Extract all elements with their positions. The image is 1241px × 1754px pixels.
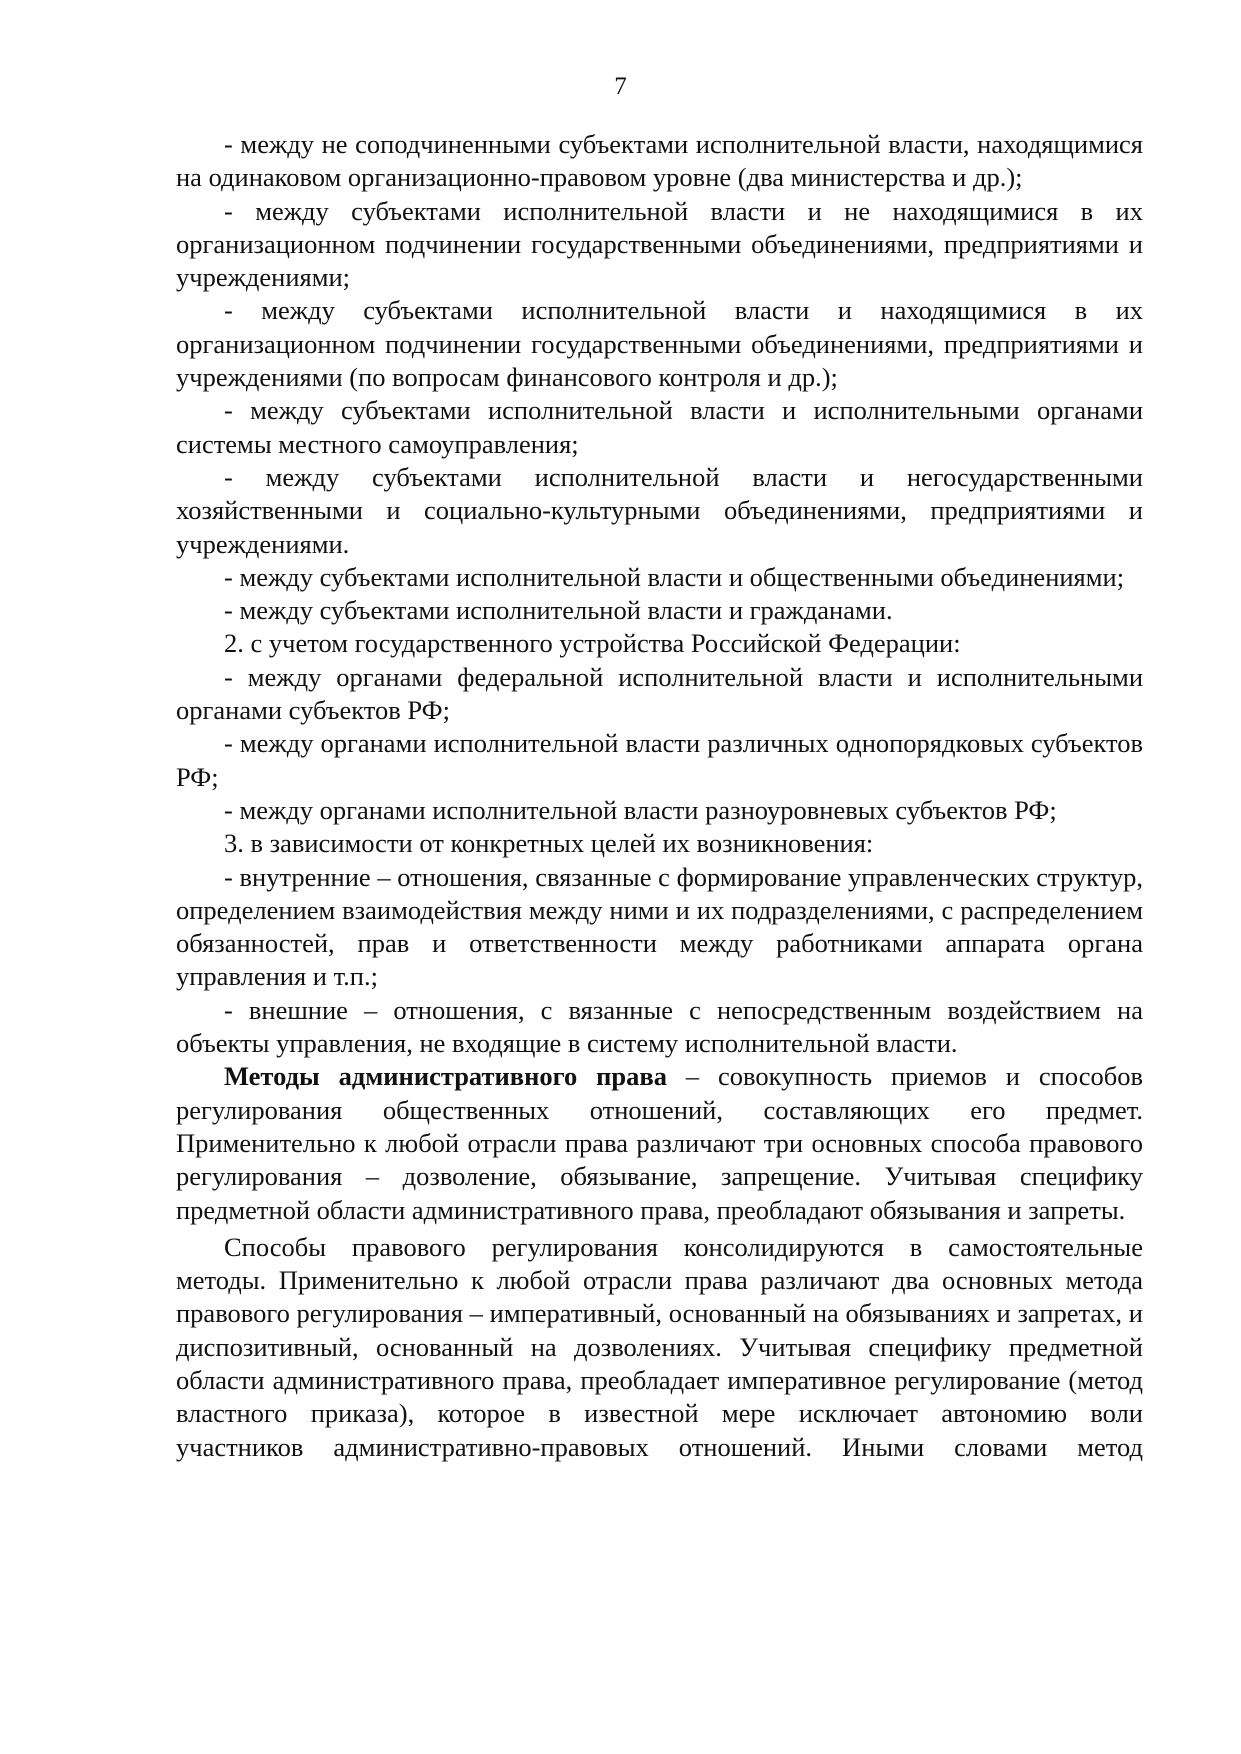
list-item: - между органами исполнительной власти разноуровневых субъектов РФ; <box>224 794 1057 825</box>
body-paragraph: Способы правового регулирования консолидируются в самостоятельные методы. Применительно к любой отрасли права различают два основных метода правового регулирования – императивный, основанный на обязываниях и запретах, и диспозитивный, основанный на дозволениях. Учитывая специфику предметной области административного права, преобладает императивное регулирование (метод властного приказа), которое в известной мере исключает автономию воли участников административно-правовых отношений. Иными словами метод <box>176 1231 1143 1462</box>
methods-definition: – совокупность приемов и способов регулирования общественных отношений, составляющих его предмет. Применительно к любой отрасли права различают три основных способа правового регулирования – дозволение, обязывание, запрещение. Учитывая специфику предметной области административного права, преобладают обязывания и запреты. <box>176 1061 1143 1225</box>
list-item: - между субъектами исполнительной власти и негосударственными хозяйственными и социально-культурными объединениями, предприятиями и учреждениями. <box>176 461 1143 559</box>
classification-heading: 3. в зависимости от конкретных целей их возникновения: <box>224 828 874 859</box>
classification-heading: 2. с учетом государственного устройства Российской Федерации: <box>224 628 961 659</box>
list-item: - между органами федеральной исполнительной власти и исполнительными органами субъектов РФ; <box>176 661 1143 726</box>
list-item: - между субъектами исполнительной власти и не находящимися в их организационном подчинении государственными объединениями, предприятиями и учреждениями; <box>176 195 1143 293</box>
methods-term: Методы административного права <box>224 1061 667 1092</box>
list-item: - между субъектами исполнительной власти и исполнительными органами системы местного самоуправления; <box>176 395 1143 459</box>
list-item: - между субъектами исполнительной власти и общественными объединениями; <box>224 561 1125 592</box>
page-body <box>176 128 1143 1464</box>
list-item: - между субъектами исполнительной власти и гражданами. <box>224 595 893 626</box>
methods-paragraph <box>176 1060 1143 1226</box>
list-item: - между органами исполнительной власти различных однопорядковых субъектов РФ; <box>176 728 1143 792</box>
list-item: - внутренние – отношения, связанные с формирование управленческих структур, определением взаимодействия между ними и их подразделениями, с распределением обязанностей, прав и ответственности между работниками аппарата органа управления и т.п.; <box>176 861 1143 992</box>
list-item: - между не соподчиненными субъектами исполнительной власти, находящимися на одинаковом организационно-правовом уровне (два министерства и др.); <box>176 129 1143 193</box>
list-item: - между субъектами исполнительной власти и находящимися в их организационном подчинении государственными объединениями, предприятиями и учреждениями (по вопросам финансового контроля и др.); <box>176 295 1143 393</box>
page-number: 7 <box>614 73 627 100</box>
list-item: - внешние – отношения, с вязанные с непосредственным воздействием на объекты управления, не входящие в систему исполнительной власти. <box>176 994 1143 1059</box>
